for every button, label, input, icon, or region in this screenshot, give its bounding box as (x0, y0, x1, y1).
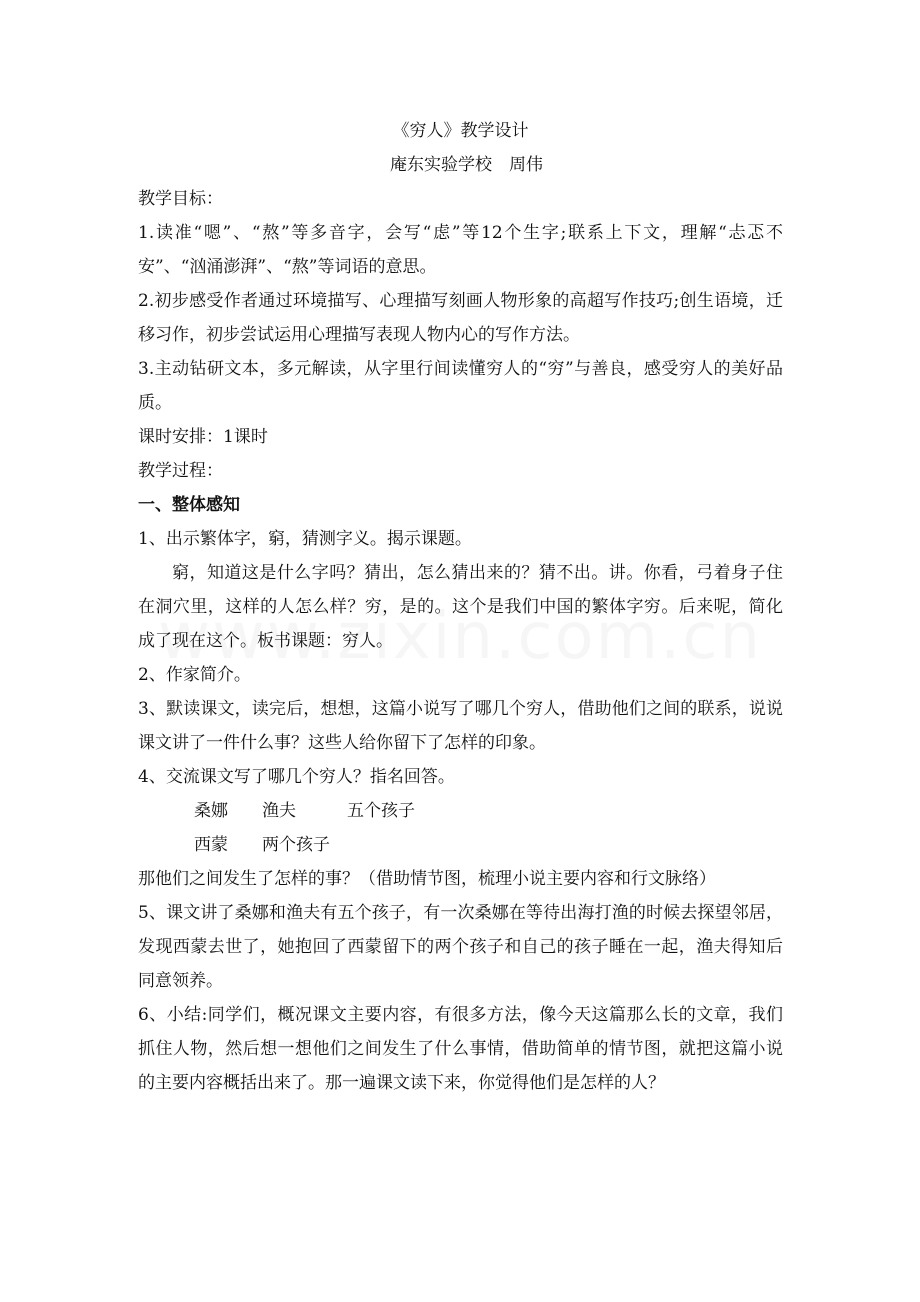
step-4: 4、交流课文写了哪几个穷人？指名回答。 (138, 767, 455, 787)
goal-3: 3.主动钻研文本，多元解读，从字里行间读懂穷人的“穷”与善良，感受穷人的美好品质。 (138, 359, 783, 413)
document-author: 庵东实验学校 周伟 (390, 155, 543, 175)
schedule: 课时安排：1课时 (138, 427, 268, 447)
step-5: 5、课文讲了桑娜和渔夫有五个孩子，有一次桑娜在等待出海打渔的时候去探望邻居，发现西蒙去世了，她抱回了西蒙留下的两个孩子和自己的孩子睡在一起，渔夫得知后同意领养。 (138, 903, 783, 991)
step-1: 1、出示繁体字，窮，猜测字义。揭示课题。 (138, 529, 472, 549)
document-page (138, 114, 783, 1100)
names-row-1: 桑娜 渔夫 五个孩子 (194, 801, 415, 821)
step-2: 2、作家简介。 (138, 665, 251, 685)
step-6: 6、小结:同学们，概况课文主要内容，有很多方法，像今天这篇那么长的文章，我们抓住人物，然后想一想他们之间发生了什么事情，借助简单的情节图，就把这篇小说的主要内容概括出来了。那一遍课文读下来，你觉得他们是怎样的人？ (138, 1005, 783, 1093)
step-3: 3、默读课文，读完后，想想，这篇小说写了哪几个穷人，借助他们之间的联系，说说课文讲了一件什么事？这些人给你留下了怎样的印象。 (138, 699, 783, 753)
document-title: 《穷人》教学设计 (392, 121, 529, 141)
names-row-2: 西蒙 两个孩子 (194, 835, 330, 855)
process-heading: 教学过程： (138, 461, 223, 481)
goal-1: 1.读准“嗯”、“熬”等多音字，会写“虑”等12个生字;联系上下文，理解“忐忑不安”、“汹涌澎湃”、“熬”等词语的意思。 (138, 223, 783, 277)
goals-heading: 教学目标： (138, 189, 223, 209)
step-1-detail: 窮，知道这是什么字吗？猜出，怎么猜出来的？猜不出。讲。你看，弓着身子住在洞穴里，这样的人怎么样？穷，是的。这个是我们中国的繁体字穷。后来呢，简化成了现在这个。板书课题：穷人。 (138, 563, 783, 651)
goal-2: 2.初步感受作者通过环境描写、心理描写刻画人物形象的高超写作技巧;创生语境，迁移习作，初步尝试运用心理描写表现人物内心的写作方法。 (138, 291, 783, 345)
section-heading: 一、整体感知 (138, 495, 240, 515)
question: 那他们之间发生了怎样的事？（借助情节图，梳理小说主要内容和行文脉络） (138, 869, 716, 889)
